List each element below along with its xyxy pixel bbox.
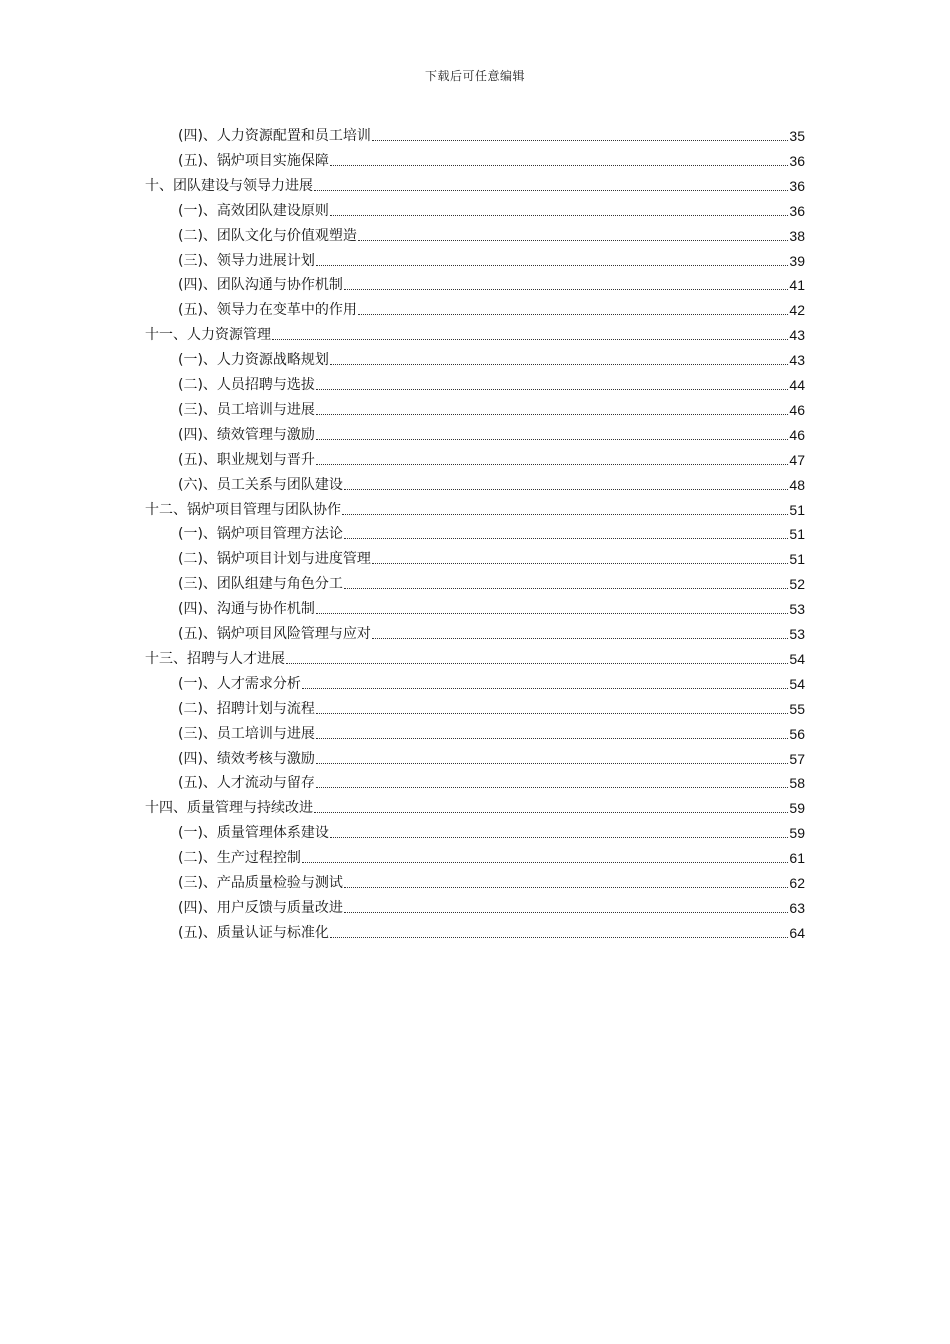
toc-section-entry[interactable]: [178, 698, 805, 720]
toc-entry-title: (四)、用户反馈与质量改进: [178, 899, 343, 916]
toc-dot-leader: [372, 638, 788, 639]
toc-page-number: 48: [789, 476, 805, 493]
toc-section-entry[interactable]: [178, 748, 805, 770]
toc-page-number: 62: [789, 875, 805, 891]
toc-chapter-entry[interactable]: [145, 648, 805, 670]
toc-section-entry[interactable]: [178, 299, 805, 321]
toc-dot-leader: [316, 763, 788, 764]
toc-entry-title: (三)、员工培训与进展: [178, 401, 315, 418]
toc-page-number: 47: [789, 451, 805, 468]
toc-entry-title: 十一、人力资源管理: [145, 327, 271, 344]
toc-dot-leader: [330, 165, 788, 166]
toc-entry-title: 十、团队建设与领导力进展: [145, 177, 313, 194]
toc-dot-leader: [316, 414, 788, 415]
toc-section-entry[interactable]: [178, 250, 805, 272]
toc-section-entry[interactable]: [178, 922, 805, 944]
toc-dot-leader: [358, 314, 788, 315]
toc-entry-title: (五)、领导力在变革中的作用: [178, 302, 357, 319]
toc-dot-leader: [330, 837, 788, 838]
toc-page-number: 41: [789, 277, 805, 294]
toc-section-entry[interactable]: [178, 349, 805, 371]
toc-entry-title: (四)、沟通与协作机制: [178, 601, 315, 618]
toc-section-entry[interactable]: [178, 449, 805, 471]
toc-dot-leader: [316, 738, 788, 739]
toc-page-number: 57: [789, 750, 805, 767]
toc-section-entry[interactable]: [178, 374, 805, 396]
toc-entry-title: (二)、招聘计划与流程: [178, 700, 315, 717]
toc-page-number: 44: [789, 377, 805, 393]
toc-entry-title: (五)、锅炉项目实施保障: [178, 152, 329, 169]
toc-dot-leader: [314, 190, 788, 191]
toc-dot-leader: [358, 240, 788, 241]
toc-section-entry[interactable]: [178, 225, 805, 247]
toc-page-number: 42: [789, 302, 805, 319]
toc-section-entry[interactable]: [178, 474, 805, 496]
toc-dot-leader: [316, 389, 788, 390]
toc-page-number: 54: [789, 675, 805, 692]
toc-section-entry[interactable]: [178, 523, 805, 545]
toc-section-entry[interactable]: [178, 150, 805, 172]
toc-dot-leader: [316, 265, 788, 266]
toc-entry-title: (五)、职业规划与晋升: [178, 451, 315, 468]
toc-page-number: 39: [789, 252, 805, 269]
toc-entry-title: (三)、产品质量检验与测试: [178, 875, 343, 891]
toc-dot-leader: [372, 563, 788, 564]
toc-dot-leader: [330, 215, 788, 216]
toc-entry-title: (三)、团队组建与角色分工: [178, 576, 343, 593]
toc-dot-leader: [316, 439, 788, 440]
toc-entry-title: (一)、锅炉项目管理方法论: [178, 526, 343, 543]
toc-dot-leader: [344, 887, 788, 888]
toc-entry-title: (一)、质量管理体系建设: [178, 825, 329, 842]
toc-chapter-entry[interactable]: [145, 175, 805, 197]
toc-section-entry[interactable]: [178, 548, 805, 570]
toc-dot-leader: [342, 514, 788, 515]
toc-chapter-entry[interactable]: [145, 324, 805, 346]
toc-page-number: 36: [789, 202, 805, 219]
toc-dot-leader: [344, 538, 788, 539]
toc-entry-title: (三)、领导力进展计划: [178, 252, 315, 269]
toc-page-number: 51: [789, 501, 805, 518]
toc-dot-leader: [330, 364, 788, 365]
toc-entry-title: (四)、人力资源配置和员工培训: [178, 128, 371, 144]
toc-chapter-entry[interactable]: [145, 499, 805, 521]
toc-dot-leader: [316, 787, 788, 788]
toc-entry-title: (五)、锅炉项目风险管理与应对: [178, 626, 371, 642]
toc-section-entry[interactable]: [178, 274, 805, 296]
toc-page-number: 35: [789, 128, 805, 144]
toc-entry-title: (一)、人力资源战略规划: [178, 352, 329, 369]
toc-entry-title: 十三、招聘与人才进展: [145, 650, 285, 667]
toc-section-entry[interactable]: [178, 573, 805, 595]
toc-page-number: 38: [789, 227, 805, 244]
toc-page-number: 46: [789, 426, 805, 443]
toc-section-entry[interactable]: [178, 424, 805, 446]
toc-entry-title: (五)、质量认证与标准化: [178, 924, 329, 941]
toc-section-entry[interactable]: [178, 872, 805, 894]
toc-dot-leader: [344, 289, 788, 290]
toc-section-entry[interactable]: [178, 125, 805, 147]
toc-entry-title: (二)、人员招聘与选拔: [178, 377, 315, 393]
toc-page-number: 56: [789, 725, 805, 742]
toc-dot-leader: [272, 339, 788, 340]
toc-entry-title: (六)、员工关系与团队建设: [178, 476, 343, 493]
toc-dot-leader: [286, 663, 788, 664]
toc-entry-title: (一)、人才需求分析: [178, 675, 301, 692]
toc-page-number: 36: [789, 152, 805, 169]
toc-entry-title: (四)、绩效管理与激励: [178, 426, 315, 443]
toc-dot-leader: [372, 140, 788, 141]
toc-entry-title: (五)、人才流动与留存: [178, 775, 315, 792]
toc-page-number: 58: [789, 775, 805, 792]
toc-entry-title: (四)、团队沟通与协作机制: [178, 277, 343, 294]
toc-page-number: 43: [789, 352, 805, 369]
toc-section-entry[interactable]: [178, 847, 805, 869]
toc-dot-leader: [316, 613, 788, 614]
toc-entry-title: (二)、团队文化与价值观塑造: [178, 227, 357, 244]
toc-section-entry[interactable]: [178, 723, 805, 745]
toc-dot-leader: [344, 489, 788, 490]
toc-section-entry[interactable]: [178, 897, 805, 919]
toc-page-number: 46: [789, 401, 805, 418]
toc-chapter-entry[interactable]: [145, 797, 805, 819]
toc-entry-title: (一)、高效团队建设原则: [178, 202, 329, 219]
toc-page-number: 43: [789, 327, 805, 344]
toc-entry-title: (二)、生产过程控制: [178, 850, 301, 867]
toc-page-number: 63: [789, 899, 805, 916]
toc-page-number: 53: [789, 601, 805, 618]
toc-dot-leader: [344, 588, 788, 589]
toc-section-entry[interactable]: [178, 399, 805, 421]
toc-section-entry[interactable]: [178, 673, 805, 695]
toc-dot-leader: [316, 713, 788, 714]
toc-dot-leader: [302, 688, 788, 689]
toc-page-number: 61: [789, 850, 805, 867]
toc-section-entry[interactable]: [178, 200, 805, 222]
toc-page-number: 59: [789, 800, 805, 817]
toc-entry-title: (二)、锅炉项目计划与进度管理: [178, 551, 371, 568]
toc-page-number: 55: [789, 700, 805, 717]
toc-section-entry[interactable]: [178, 822, 805, 844]
toc-dot-leader: [344, 912, 788, 913]
toc-dot-leader: [330, 937, 788, 938]
toc-entry-title: (三)、员工培训与进展: [178, 725, 315, 742]
toc-section-entry[interactable]: [178, 598, 805, 620]
toc-entry-title: 十四、质量管理与持续改进: [145, 800, 313, 817]
toc-page-number: 51: [789, 551, 805, 568]
toc-page-number: 52: [789, 576, 805, 593]
toc-page-number: 59: [789, 825, 805, 842]
toc-dot-leader: [316, 464, 788, 465]
toc-page-number: 36: [789, 177, 805, 194]
page-header: 下载后可任意编辑: [424, 69, 525, 83]
toc-page-number: 53: [789, 626, 805, 642]
toc-section-entry[interactable]: [178, 772, 805, 794]
toc-entry-title: (四)、绩效考核与激励: [178, 750, 315, 767]
toc-page-number: 51: [789, 526, 805, 543]
toc-page-number: 54: [789, 650, 805, 667]
toc-dot-leader: [302, 862, 788, 863]
toc-entry-title: 十二、锅炉项目管理与团队协作: [145, 501, 341, 518]
toc-page-number: 64: [789, 924, 805, 941]
toc-dot-leader: [314, 812, 788, 813]
toc-section-entry[interactable]: [178, 623, 805, 645]
